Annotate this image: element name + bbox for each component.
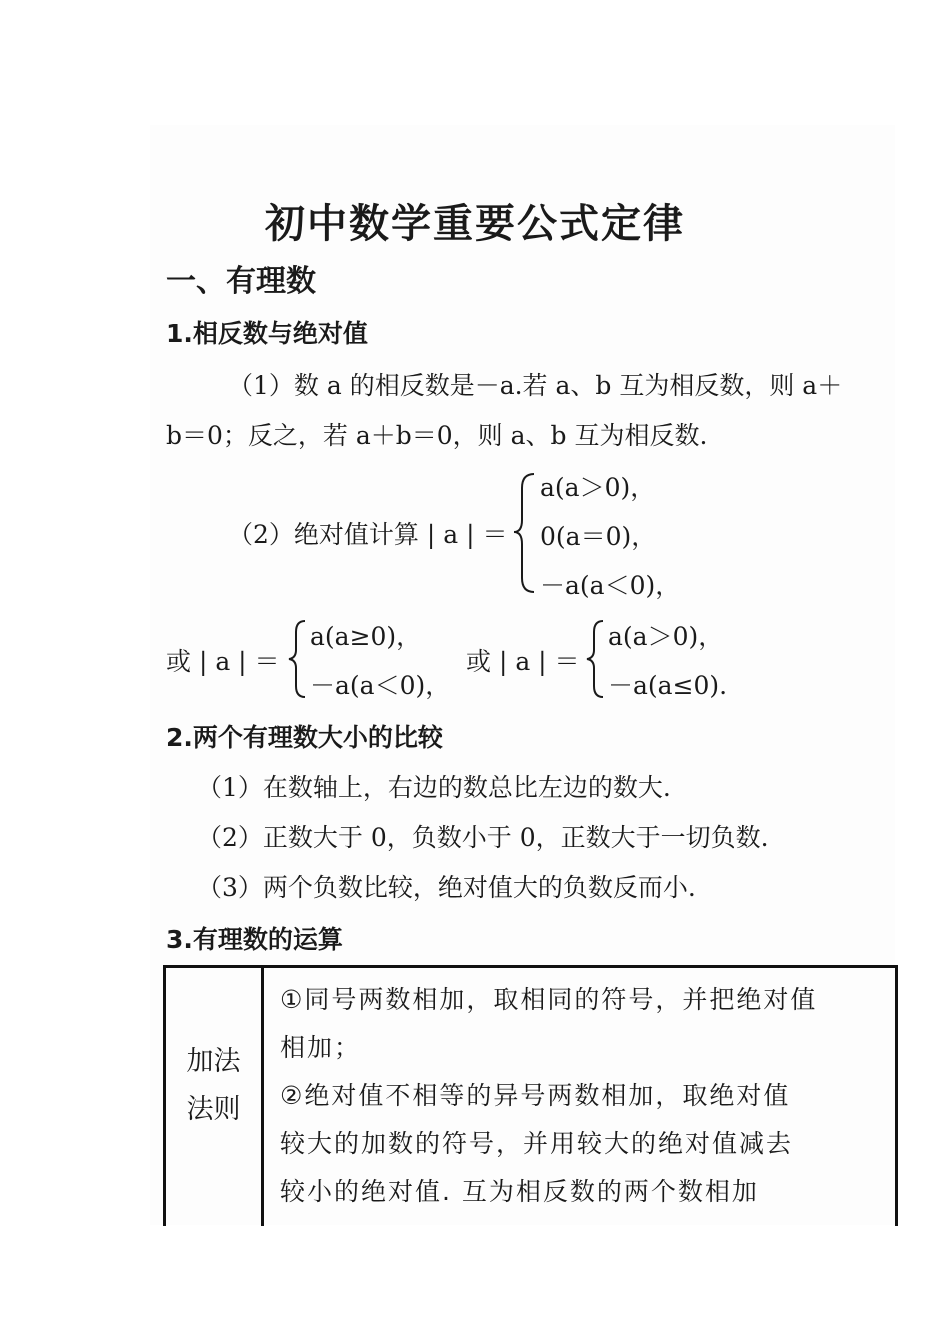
rule-line: 相加； — [280, 1033, 362, 1062]
opposite-number-text-line2: b＝0；反之，若 a＋b＝0，则 a、b 互为相反数. — [166, 421, 708, 450]
alt-absolute-label-2: 或 | a | ＝ — [466, 647, 580, 676]
brace-icon — [585, 618, 607, 700]
absolute-value-label: （2）绝对值计算 | a | ＝ — [228, 520, 508, 549]
subsection-heading-operations: 3.有理数的运算 — [166, 925, 343, 954]
alt1-case-nonnegative: a(a≥0)， — [310, 622, 422, 651]
case-negative: －a(a＜0)， — [540, 571, 681, 600]
comparison-rule-1: （1）在数轴上，右边的数总比左边的数大. — [197, 773, 671, 802]
alt2-case-nonpositive: －a(a≤0). — [608, 671, 728, 700]
case-zero: 0(a＝0)， — [540, 522, 657, 551]
opposite-number-text-line1: （1）数 a 的相反数是－a.若 a、b 互为相反数，则 a＋ — [228, 371, 843, 400]
alt2-case-positive: a(a＞0)， — [608, 622, 724, 651]
alt1-case-negative: －a(a＜0)， — [310, 671, 451, 700]
brace-icon — [512, 470, 538, 595]
rule-line: ①同号两数相加，取相同的符号，并把绝对值 — [280, 985, 818, 1014]
rule-line: 较大的加数的符号，并用较大的绝对值减去 — [280, 1129, 794, 1158]
alt-absolute-label-1: 或 | a | ＝ — [166, 647, 280, 676]
rule-line: 较小的绝对值. 互为相反数的两个数相加 — [280, 1177, 759, 1206]
operation-rules-table — [163, 965, 898, 1226]
rule-line: ②绝对值不相等的异号两数相加，取绝对值 — [280, 1081, 791, 1110]
case-positive: a(a＞0)， — [540, 473, 656, 502]
brace-icon — [287, 618, 309, 700]
comparison-rule-3: （3）两个负数比较，绝对值大的负数反而小. — [197, 873, 696, 902]
table-row — [165, 967, 897, 1227]
page-title: 初中数学重要公式定律 — [265, 201, 685, 247]
addition-rule-content — [263, 967, 897, 1227]
section-heading-rational-numbers: 一、有理数 — [166, 264, 316, 299]
addition-rule-label: 加法 法则 — [165, 967, 263, 1227]
subsection-heading-opposite-absolute: 1.相反数与绝对值 — [166, 319, 368, 348]
subsection-heading-comparison: 2.两个有理数大小的比较 — [166, 723, 443, 752]
comparison-rule-2: （2）正数大于 0，负数小于 0，正数大于一切负数. — [197, 823, 769, 852]
